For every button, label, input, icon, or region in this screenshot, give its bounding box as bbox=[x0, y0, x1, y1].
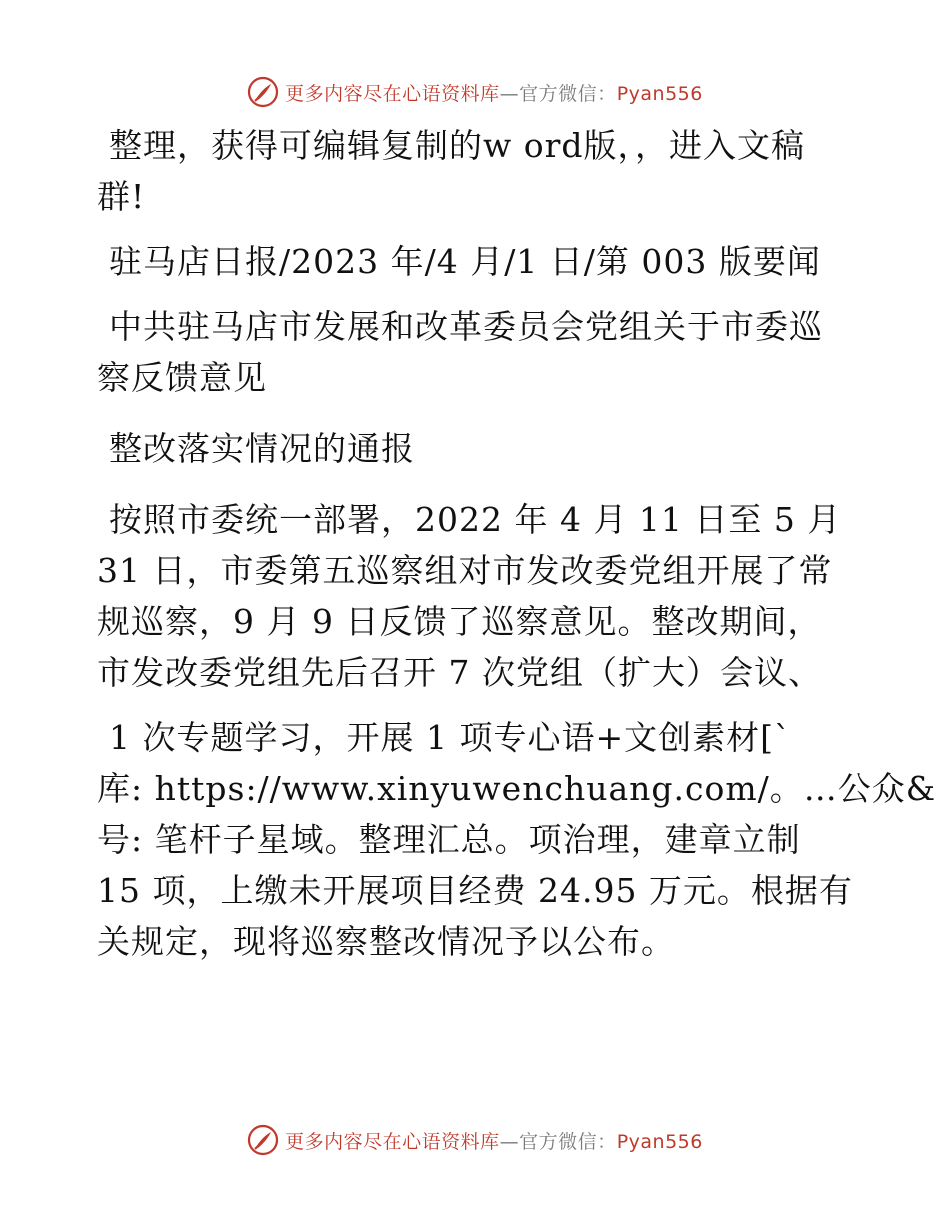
intro-paragraph bbox=[97, 120, 857, 222]
watermark-wechat: Pyan556 bbox=[616, 82, 703, 105]
source-line: 驻马店日报/2023 年/4 月/1 日/第 003 版要闻 bbox=[109, 242, 821, 281]
quill-logo-icon bbox=[247, 76, 279, 108]
text-line: 按照市委统一部署，2022 年 4 月 11 日至 5 月 bbox=[109, 500, 842, 539]
text-line: 市发改委党组先后召开 7 次党组（扩大）会议、 bbox=[97, 653, 822, 692]
title-line: 中共驻马店市发展和改革委员会党组关于市委巡 bbox=[109, 307, 823, 346]
document-body bbox=[97, 120, 937, 967]
text-line: 群! bbox=[97, 177, 146, 216]
watermark-brand: 更多内容尽在心语资料库 bbox=[285, 82, 500, 105]
text-line: 整理，获得可编辑复制的w ord版，，进入文稿 bbox=[109, 126, 806, 165]
article-subtitle: 整改落实情况的通报 bbox=[109, 429, 415, 468]
watermark-text bbox=[285, 79, 703, 106]
article-title bbox=[97, 301, 857, 403]
watermark-header bbox=[0, 72, 950, 112]
text-line: 关规定，现将巡察整改情况予以公布。 bbox=[97, 922, 675, 961]
text-line: 号: 笔杆子星域。整理汇总。项治理，建章立制 bbox=[97, 820, 801, 859]
watermark-separator: —官方微信： bbox=[499, 82, 617, 105]
text-line: 1 次专题学习，开展 1 项专心语+文创素材[` bbox=[109, 718, 792, 757]
text-line: 库: https://www.xinyuwenchuang.com/。…公众& bbox=[97, 769, 937, 808]
text-line: 15 项，上缴未开展项目经费 24.95 万元。根据有 bbox=[97, 871, 853, 910]
watermark-footer bbox=[0, 1120, 950, 1160]
body-paragraph-2 bbox=[97, 712, 937, 967]
text-line: 31 日，市委第五巡察组对市发改委党组开展了常 bbox=[97, 551, 833, 590]
text-line: 规巡察，9 月 9 日反馈了巡察意见。整改期间， bbox=[97, 602, 822, 641]
body-paragraph-1 bbox=[97, 494, 857, 698]
watermark-text bbox=[285, 1127, 703, 1154]
title-line: 察反馈意见 bbox=[97, 358, 267, 397]
watermark-separator: —官方微信： bbox=[499, 1130, 617, 1153]
watermark-brand: 更多内容尽在心语资料库 bbox=[285, 1130, 500, 1153]
watermark-wechat: Pyan556 bbox=[616, 1130, 703, 1153]
quill-logo-icon bbox=[247, 1124, 279, 1156]
